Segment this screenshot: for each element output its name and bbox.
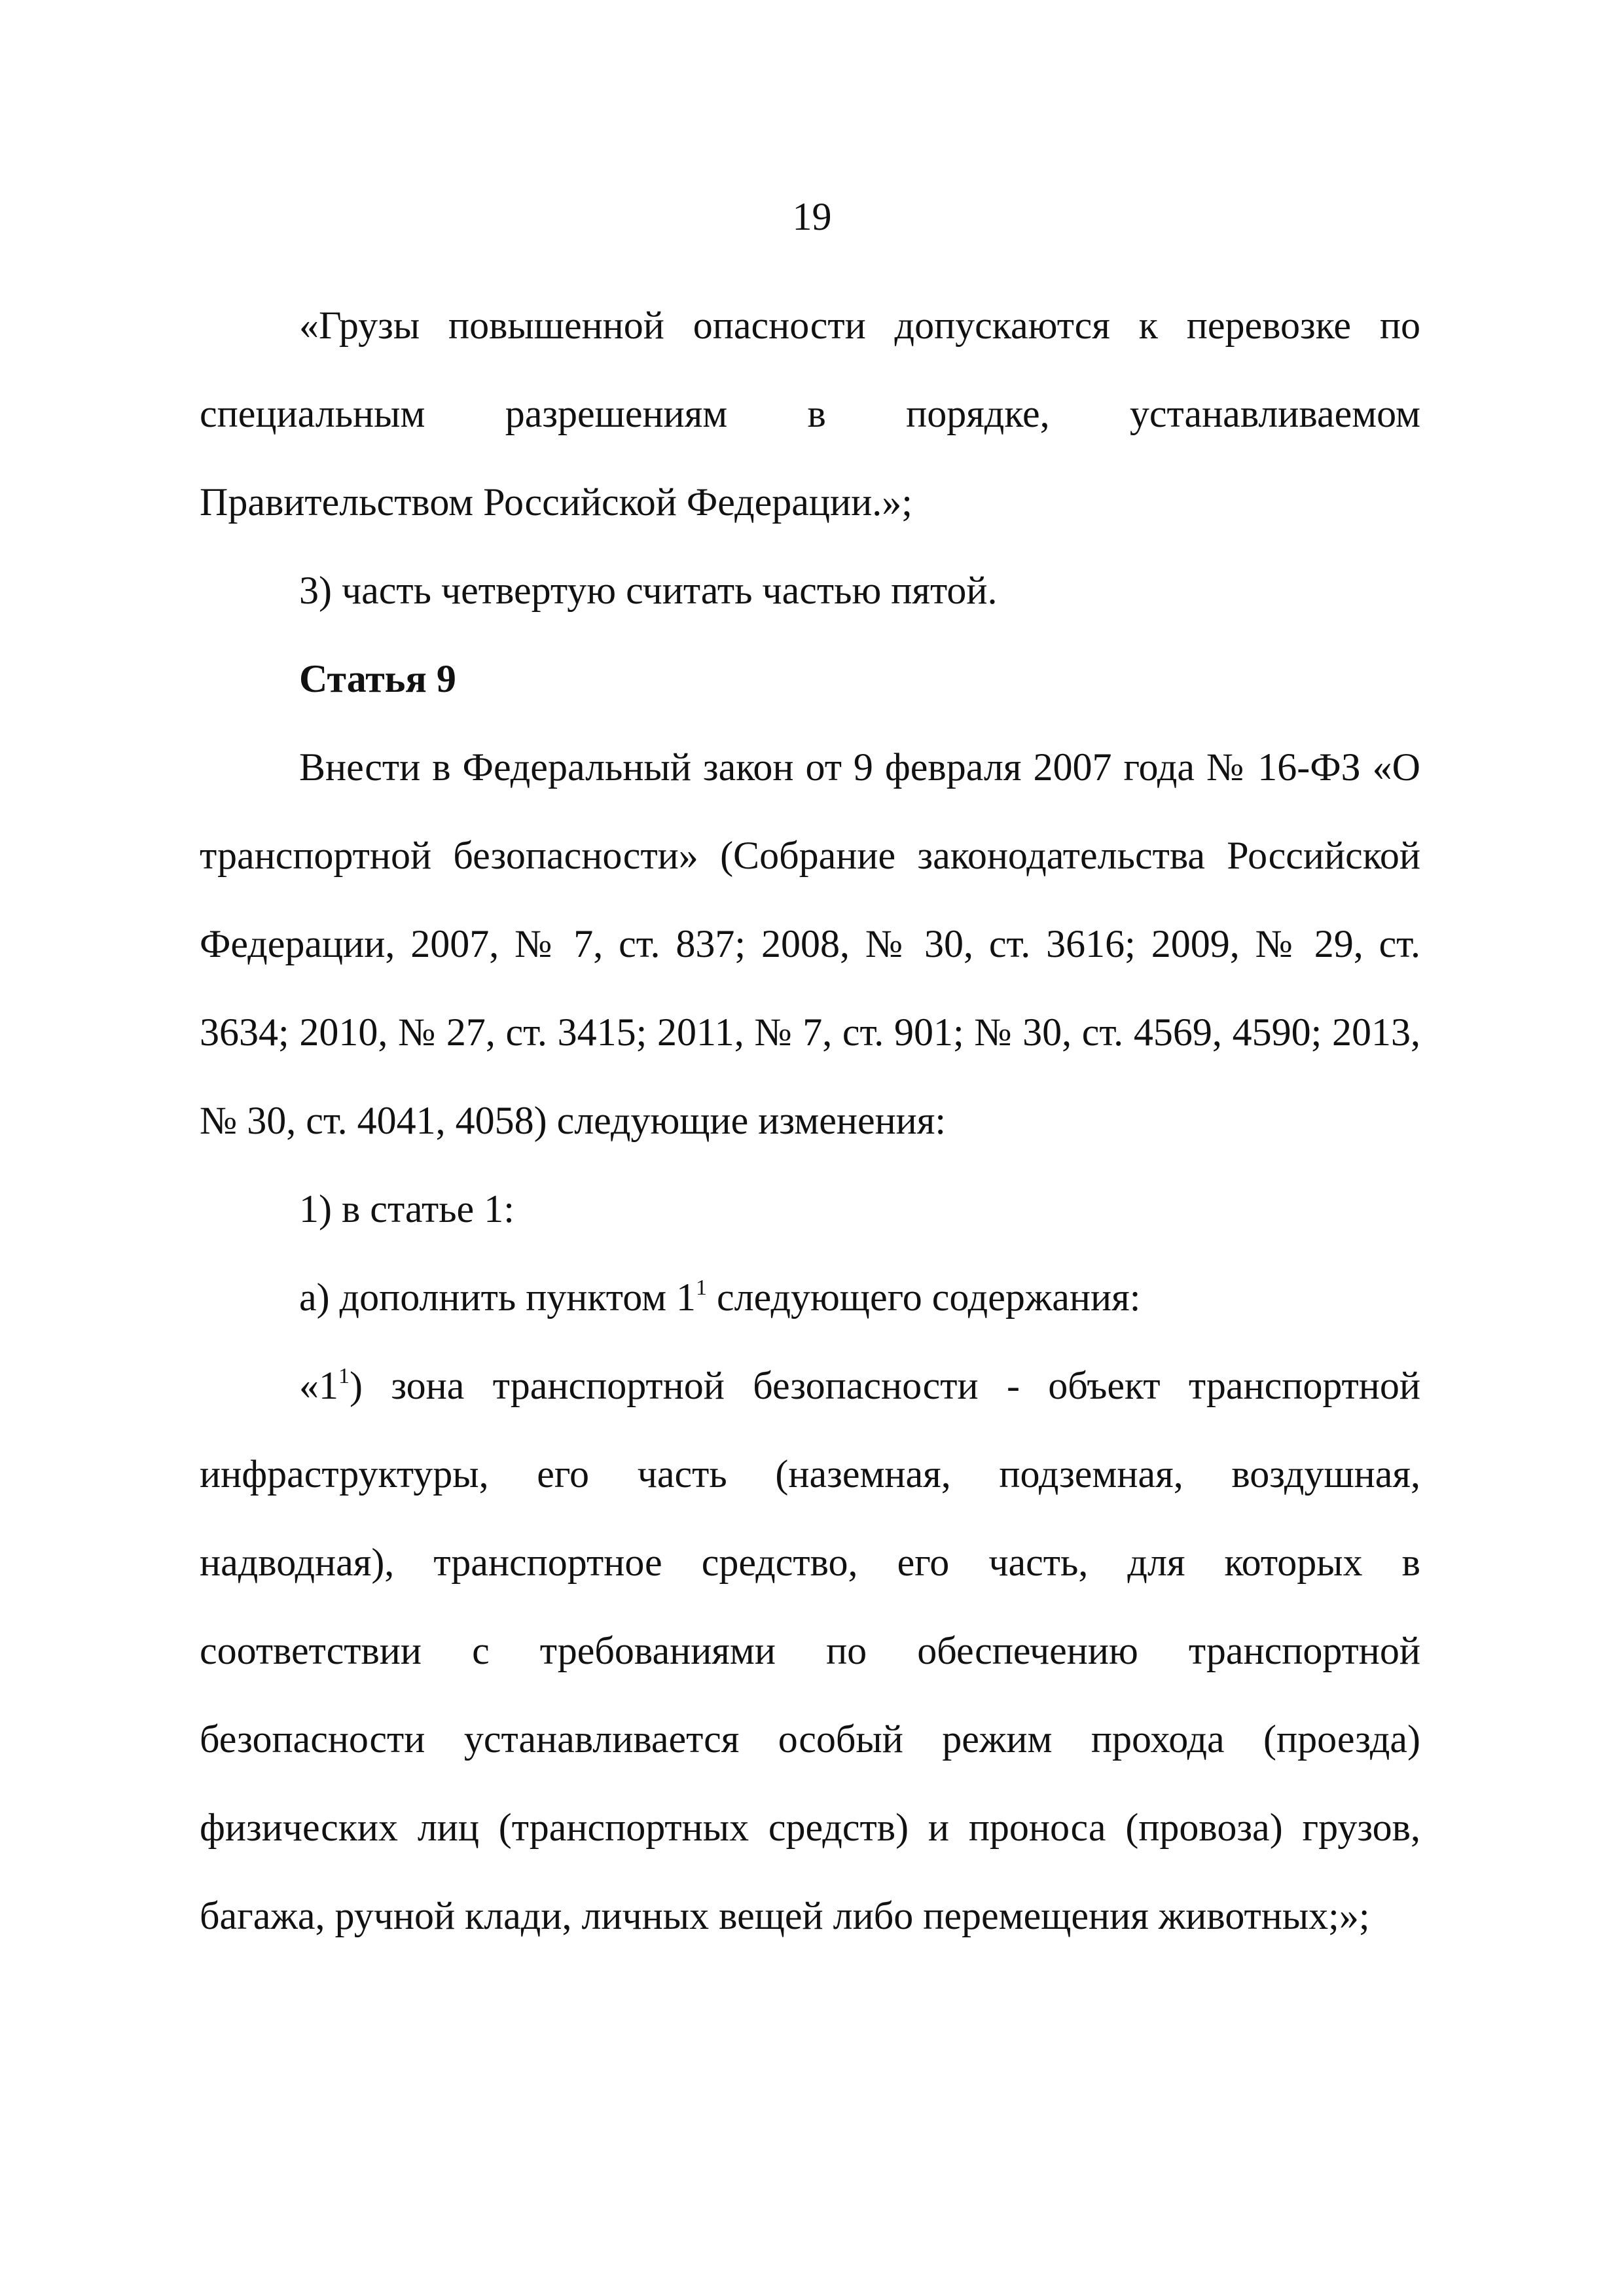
superscript-index: 1 [338, 1364, 350, 1388]
paragraph-security-zone-definition [200, 1342, 1420, 1960]
superscript-index: 1 [696, 1276, 708, 1300]
article-heading: Статья 9 [299, 657, 456, 700]
page-number: 19 [792, 195, 832, 238]
definition-number: «1 [299, 1364, 338, 1407]
paragraph-add-point [200, 1253, 1420, 1342]
paragraph-part-four: 3) часть четвертую считать частью пятой. [299, 569, 998, 612]
document-body [200, 281, 1420, 1960]
paragraph-add-point-tail: следующего содержания: [707, 1276, 1141, 1319]
definition-text: ) зона транспортной безопасности - объект транспортной инфраструктуры, его часть (наземная, подземная, воздушная, надводная), транспортное средство, его часть, для которых в соответствии с требованиями по обеспечению транспортной безопасности устанавливается особый режим прохода (проезда) физических лиц (транспортных средств) и проноса (провоза) грузов, багажа, ручной клади, личных вещей либо перемещения животных;»; [200, 1364, 1420, 1937]
paragraph-amendment-intro: Внести в Федеральный закон от 9 февраля 2007 года № 16-ФЗ «О транспортной безопасности» (Собрание законодательства Российской Федерации, 2007, № 7, ст. 837; 2008, № 30, ст. 3616; 2009, № 29, ст. 3634; 2010, № 27, ст. 3415; 2011, № 7, ст. 901; № 30, ст. 4569, 4590; 2013, № 30, ст. 4041, 4058) следующие изменения: [200, 745, 1420, 1142]
paragraph-add-point-text: а) дополнить пунктом 1 [299, 1276, 696, 1319]
paragraph-article-one: 1) в статье 1: [299, 1187, 514, 1230]
paragraph-dangerous-goods: «Грузы повышенной опасности допускаются к перевозке по специальным разрешениям в порядке, устанавливаемом Правительством Российской Федерации.»; [200, 304, 1420, 524]
